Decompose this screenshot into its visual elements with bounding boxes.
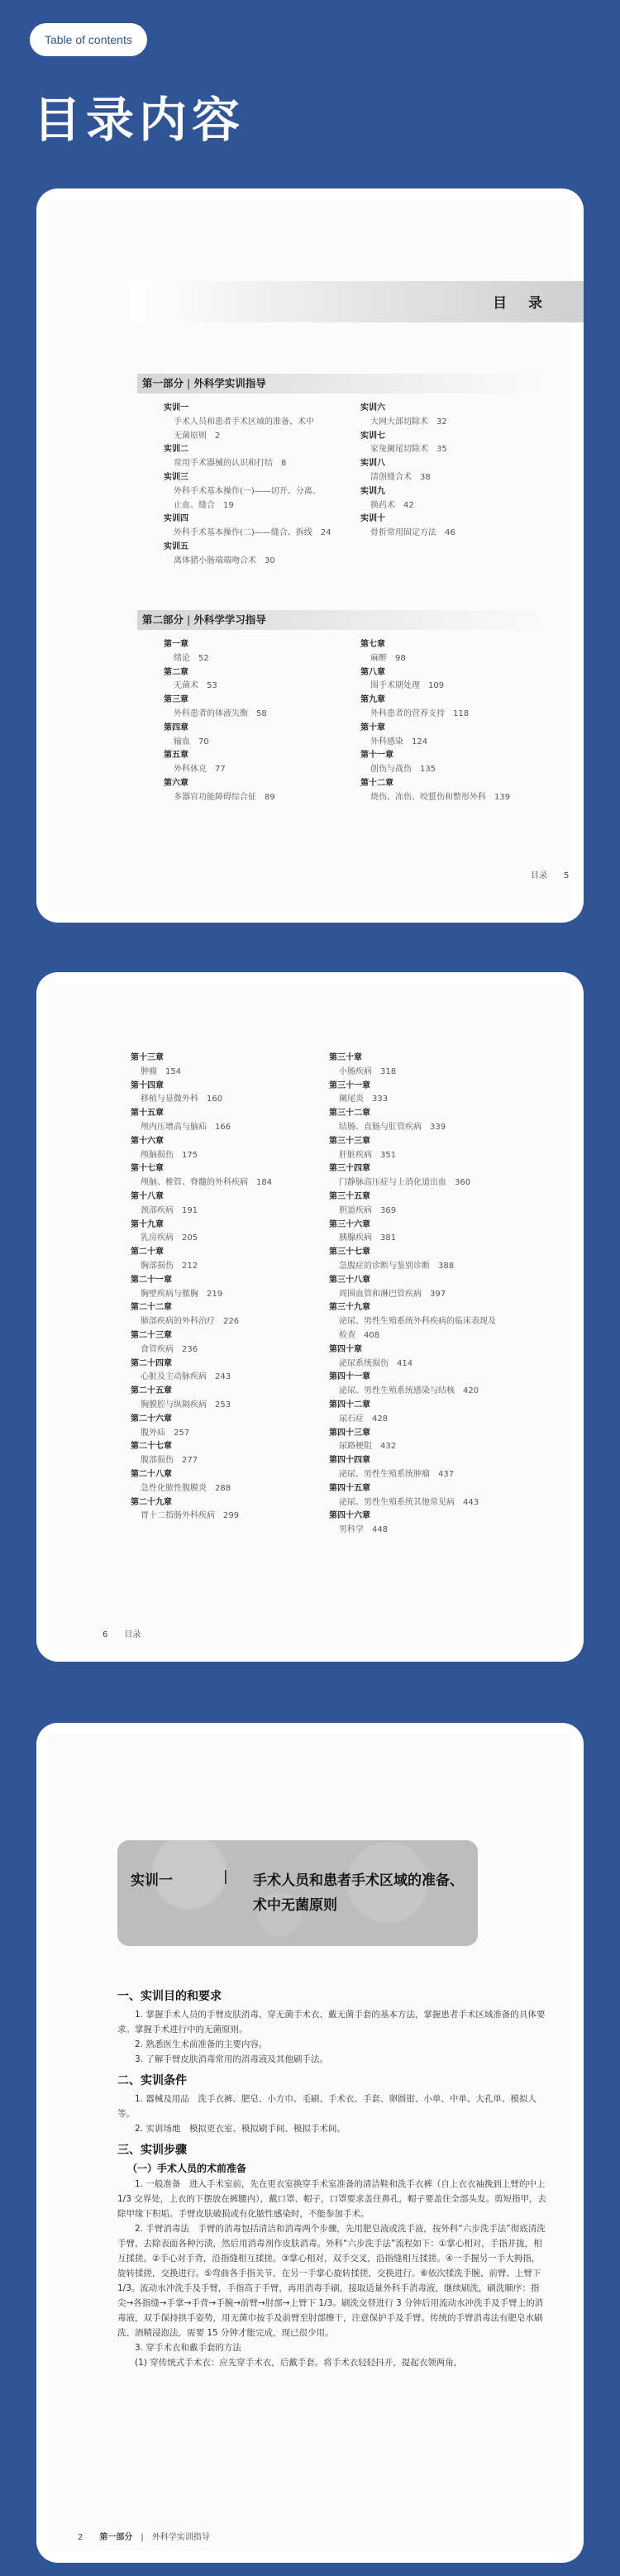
toc-entry-heading: 第三十七章 [329, 1247, 370, 1257]
toc-entry-heading: 第七章 [360, 640, 385, 649]
toc-entry-heading: 第三十二章 [329, 1109, 370, 1119]
toc-entry-heading: 第三十三章 [329, 1136, 370, 1146]
toc-entry-title: 大网大部切除术 32 [370, 417, 447, 427]
toc-entry-title: 外科感染 124 [370, 737, 428, 747]
toc-entry-heading: 实训六 [360, 403, 385, 413]
toc-entry-heading: 第十一章 [360, 751, 393, 761]
toc-entry-title: 门静脉高压症与上消化道出血 360 [339, 1178, 471, 1188]
part-title: 外科学学习指导 [193, 613, 266, 626]
toc-entry-heading: 实训五 [164, 541, 188, 551]
part-label: 第二部分 [142, 613, 184, 626]
toc-column [360, 402, 559, 541]
toc-entry-title: 胆道疾病 369 [339, 1205, 397, 1215]
section-heading: 一、实训目的和要求 [117, 1990, 222, 2003]
toc-entry-title: 胰腺疾病 381 [339, 1233, 397, 1243]
toc-entry-heading: 第二十章 [131, 1247, 164, 1257]
toc-entry-title: 乳房疾病 205 [141, 1233, 198, 1243]
part-title: 外科学实训指导 [193, 377, 266, 389]
toc-entry-title: 泌尿、男性生殖系统其他常见病 443 [339, 1497, 479, 1507]
toc-entry-heading: 第四十章 [329, 1344, 362, 1354]
toc-entry-heading: 第二章 [164, 667, 188, 677]
toc-entry-title: 外科手术基本操作(二)——缝合、拆线 24 [174, 528, 331, 538]
toc-entry-heading: 第三十八章 [329, 1275, 370, 1285]
toc-entry-title: 泌尿、男性生殖系统外科疾病的临床表现及 [339, 1317, 496, 1327]
chapter-label: 实训一 [131, 1872, 173, 1889]
toc-entry-heading: 第四十四章 [329, 1456, 370, 1466]
toc-entry-title: 无菌原则 2 [174, 431, 221, 441]
toc-entry-title: 无菌术 53 [174, 681, 217, 691]
toc-entry-title: 麻醉 98 [370, 653, 406, 663]
section-heading: 三、实训步骤 [117, 2144, 187, 2157]
toc-column [131, 1052, 337, 1524]
toc-entry-heading: 第四十五章 [329, 1483, 370, 1493]
body-paragraph: (1) 穿传统式手术衣：应先穿手术衣，后戴手套。将手术衣轻轻抖开，提起衣领两角， [135, 2358, 463, 2368]
toc-entry-heading: 第十九章 [131, 1219, 164, 1229]
toc-entry-title: 胃十二指肠外科疾病 299 [141, 1511, 240, 1521]
toc-entry-heading: 实训四 [164, 514, 188, 524]
page-footer [103, 1627, 141, 1639]
page-footer: 2 第一部分 | 外科学实训指导 [78, 2533, 210, 2542]
toc-entry-title: 外科休克 77 [174, 765, 226, 775]
toc-entry-title: 离体猪小肠端端吻合术 30 [174, 556, 275, 565]
body-paragraph: 2. 实训场地 模拟更衣室、模拟刷手间、模拟手术间。 [135, 2124, 346, 2134]
toc-column [329, 1052, 536, 1538]
toc-entry-heading: 第二十四章 [131, 1358, 172, 1368]
footer-part: 第一部分 [99, 2533, 133, 2542]
page-paper [48, 1734, 572, 2551]
part-label: 第一部分 [142, 377, 184, 389]
toc-entry-title: 心脏及主动脉疾病 243 [141, 1372, 231, 1382]
toc-column [164, 402, 362, 569]
footer-page-number: 5 [564, 871, 570, 880]
toc-entry-title: 输血 70 [174, 737, 209, 747]
toc-entry-title: 手术人员和患者手术区域的准备、术中 [174, 417, 314, 427]
toc-entry-title: 外科患者的营养支持 118 [370, 708, 470, 718]
toc-entry-title: 颅内压增高与脑疝 166 [141, 1122, 231, 1132]
toc-entry-title: 多器官功能障碍综合征 89 [174, 792, 275, 802]
toc-entry-title: 周围血管和淋巴管疾病 397 [339, 1289, 446, 1299]
page-paper [48, 200, 572, 911]
toc-entry-title: 小肠疾病 318 [339, 1066, 397, 1076]
toc-entry-title: 男科学 448 [339, 1525, 389, 1535]
toc-entry-title: 泌尿、男性生殖系统肿瘤 437 [339, 1469, 455, 1479]
toc-entry-title: 泌尿系统损伤 414 [339, 1358, 413, 1368]
toc-entry-heading: 第八章 [360, 667, 385, 677]
toc-entry-heading: 第三十一章 [329, 1080, 370, 1090]
toc-entry-heading: 第二十五章 [131, 1386, 172, 1396]
toc-entry-heading: 第三十五章 [329, 1191, 370, 1201]
toc-entry-heading: 第四十二章 [329, 1400, 370, 1410]
toc-entry-heading: 第三十四章 [329, 1164, 370, 1174]
body-paragraph: 1. 器械及用品 洗手衣裤、肥皂、小方巾、毛刷、手术衣、手套、卵圆钳、小单、中单、大孔单、模拟人等。 [117, 2094, 537, 2119]
toc-entry-heading: 第三十章 [329, 1053, 362, 1062]
toc-entry-heading: 实训一 [164, 403, 188, 413]
footer-page-number: 2 [78, 2533, 83, 2542]
footer-label: 目录 [531, 871, 547, 880]
body-paragraph: 1. 一般准备 进入手术室前，先在更衣室换穿手术室准备的清洁鞋和洗手衣裤（自上衣衣袖挽到上臂的中上 1/3 交界处，上衣的下摆放在裤腰内），戴口罩、帽子，口罩要求盖住鼻孔，帽子要盖住全部头发。剪短指甲，去除甲缘下积垢。手臂皮肤破损或有化脓性感染时，不能参加手术。 [117, 2179, 546, 2219]
toc-entry-heading: 实训九 [360, 486, 385, 496]
toc-entry-heading: 实训十 [360, 514, 385, 524]
toc-entry-heading: 第二十一章 [131, 1275, 172, 1285]
toc-entry-heading: 第二十八章 [131, 1469, 172, 1479]
toc-entry-heading: 实训八 [360, 459, 385, 469]
toc-column [164, 638, 362, 805]
page-footer [531, 868, 569, 880]
body-paragraph: 2. 熟悉医生术前准备的主要内容。 [135, 2039, 268, 2049]
toc-entry-heading: 第十五章 [131, 1109, 164, 1119]
toc-entry-heading: 第九章 [360, 695, 385, 705]
toc-entry-heading: 第十四章 [131, 1080, 164, 1090]
toc-entry-title: 肿瘤 154 [141, 1066, 182, 1076]
toc-entry-title: 常用手术器械的认识和打结 8 [174, 459, 287, 469]
toc-entry-heading: 第四章 [164, 723, 188, 732]
toc-entry-title: 尿石症 428 [339, 1414, 389, 1424]
toc-entry-title: 移植与显微外科 160 [141, 1095, 223, 1104]
toc-entry-title: 尿路梗阻 432 [339, 1442, 397, 1452]
chapter-separator: | [223, 1868, 228, 1885]
toc-entry-title: 骨折常用固定方法 46 [370, 528, 455, 538]
chapter-title-box [117, 1840, 478, 1946]
toc-entry-heading: 第十七章 [131, 1164, 164, 1174]
body-paragraph: 1. 掌握手术人员的手臂皮肤消毒、穿无菌手术衣、戴无菌手套的基本方法，掌握患者手术区域准备的具体要求。掌握手术进行中的无菌原则。 [117, 2010, 546, 2035]
toc-entry-title: 泌尿、男性生殖系统感染与结核 420 [339, 1386, 479, 1396]
toc-entry-title: 围手术期处理 109 [370, 681, 445, 691]
toc-entry-heading: 实训七 [360, 431, 385, 441]
toc-entry-title: 急腹症的诊断与鉴别诊断 388 [339, 1261, 455, 1271]
toc-heading: 目 录 [493, 295, 551, 312]
toc-entry-title: 绪论 52 [174, 653, 209, 663]
toc-entry-heading: 第一章 [164, 640, 188, 649]
toc-entry-title: 烧伤、冻伤、咬蜇伤和整形外科 139 [370, 792, 511, 802]
toc-entry-heading: 第二十六章 [131, 1414, 172, 1424]
body-paragraph: 2. 手臂消毒法 手臂的消毒包括清洁和消毒两个步骤，先用肥皂液或洗手液，按外科“六步洗手法”彻底清洗手臂，去除表面各种污渍，然后用消毒剂作皮肤消毒。外科“六步洗手法”流程如下：①掌心相对，手指并拢，相互揉搓。②手心对手背，沿指缝相互揉搓。③掌心相对，双手交叉，沿指缝相互揉搓。④一手握另一手大拇指，旋转揉搓，交换进行。⑤弯曲各手指关节，在另一手掌心旋转揉搓，交换进行。⑥依次揉洗手腕、前臂、上臂下 1/3。流动水冲洗手及手臂，手指高于手臂，再用消毒手刷，接取适量外科手消毒液，继续刷洗，刷洗顺序：指尖→各指缝→手掌→手背→手腕→前臂→肘部→上臂下 1/3。刷洗交替进行 3 分钟后用流动水冲洗手及手臂上的消毒液，双手保持拱手姿势，用无菌巾按手及前臂至肘部擦干，注意保护手及手臂。传统的手臂消毒法有肥皂水刷洗、酒精浸泡法，需要 15 分钟才能完成，现已很少用。 [117, 2224, 546, 2338]
part-two-header: 第二部分 | 外科学学习指导 [137, 610, 567, 630]
part-one-header: 第一部分 | 外科学实训指导 [137, 374, 567, 394]
toc-entry-title: 肝脏疾病 351 [339, 1150, 397, 1160]
toc-entry-title: 肺部疾病的外科治疗 226 [141, 1317, 240, 1327]
toc-entry-title: 止血、缝合 19 [174, 500, 234, 510]
toc-entry-title: 胸壁疾病与脓胸 219 [141, 1289, 223, 1299]
toc-entry-title: 颅脑、椎管、脊髓的外科疾病 184 [141, 1178, 273, 1188]
body-paragraph: 3. 穿手术衣和戴手套的方法 [135, 2343, 241, 2353]
toc-entry-heading: 第四十六章 [329, 1511, 370, 1521]
toc-entry-heading: 第二十二章 [131, 1303, 172, 1313]
toc-heading-bar [131, 281, 584, 322]
toc-entry-heading: 第二十九章 [131, 1497, 172, 1507]
toc-entry-title: 外科手术基本操作(一)——切开、分离、 [174, 486, 321, 496]
toc-entry-heading: 第六章 [164, 778, 188, 788]
toc-entry-heading: 第四十三章 [329, 1428, 370, 1438]
footer-title: 外科学实训指导 [151, 2533, 210, 2542]
toc-entry-title: 换药术 42 [370, 500, 414, 510]
toc-entry-title: 清创缝合术 38 [370, 472, 431, 482]
toc-entry-heading: 第二十七章 [131, 1442, 172, 1452]
toc-column [360, 638, 559, 805]
toc-entry-title: 腹外疝 257 [141, 1428, 190, 1438]
toc-entry-title: 腹部损伤 277 [141, 1456, 198, 1466]
toc-entry-heading: 第四十一章 [329, 1372, 370, 1382]
contents-pill: Table of contents [30, 23, 147, 56]
toc-entry-title: 胸部损伤 212 [141, 1261, 198, 1271]
toc-entry-title: 创伤与战伤 135 [370, 765, 436, 775]
toc-entry-heading: 第十三章 [131, 1053, 164, 1062]
page-paper [48, 984, 572, 1650]
toc-entry-heading: 第十八章 [131, 1191, 164, 1201]
toc-entry-heading: 第十二章 [360, 778, 393, 788]
toc-page-card-2 [36, 972, 584, 1662]
toc-entry-title: 家兔阑尾切除术 35 [370, 445, 447, 455]
toc-entry-title: 外科患者的体液失衡 58 [174, 708, 267, 718]
section-heading: 二、实训条件 [117, 2074, 187, 2087]
toc-entry-heading: 第三十六章 [329, 1219, 370, 1229]
toc-entry-title: 结肠、直肠与肛管疾病 339 [339, 1122, 446, 1132]
toc-entry-title: 胸膜腔与纵隔疾病 253 [141, 1400, 231, 1410]
chapter-title: 手术人员和患者手术区域的准备、术中无菌原则 [253, 1872, 464, 1914]
toc-entry-heading: 实训二 [164, 445, 188, 455]
toc-entry-heading: 第十六章 [131, 1136, 164, 1146]
body-paragraph: 3. 了解手臂皮肤消毒常用的消毒液及其他刷手法。 [135, 2054, 328, 2064]
toc-entry-heading: 第五章 [164, 751, 188, 761]
subsection-heading: （一）手术人员的术前准备 [127, 2163, 247, 2174]
toc-entry-heading: 第三章 [164, 695, 188, 705]
toc-entry-title: 阑尾炎 333 [339, 1095, 389, 1104]
page-title: 目录内容 [33, 92, 246, 148]
toc-entry-heading: 实训三 [164, 472, 188, 482]
footer-page-number: 6 [103, 1630, 108, 1639]
toc-entry-heading: 第三十九章 [329, 1303, 370, 1313]
footer-label: 目录 [124, 1630, 141, 1639]
toc-entry-title: 食管疾病 236 [141, 1344, 198, 1354]
toc-entry-title: 颈部疾病 191 [141, 1205, 198, 1215]
toc-entry-title: 急性化脓性腹膜炎 288 [141, 1483, 231, 1493]
toc-entry-heading: 第十章 [360, 723, 385, 732]
toc-page-card-1 [36, 188, 584, 923]
chapter-page-card [36, 1723, 584, 2563]
toc-entry-title: 检查 408 [339, 1330, 380, 1340]
chapter-body [117, 1982, 547, 2370]
toc-entry-heading: 第二十三章 [131, 1330, 172, 1340]
toc-entry-title: 颅脑损伤 175 [141, 1150, 198, 1160]
